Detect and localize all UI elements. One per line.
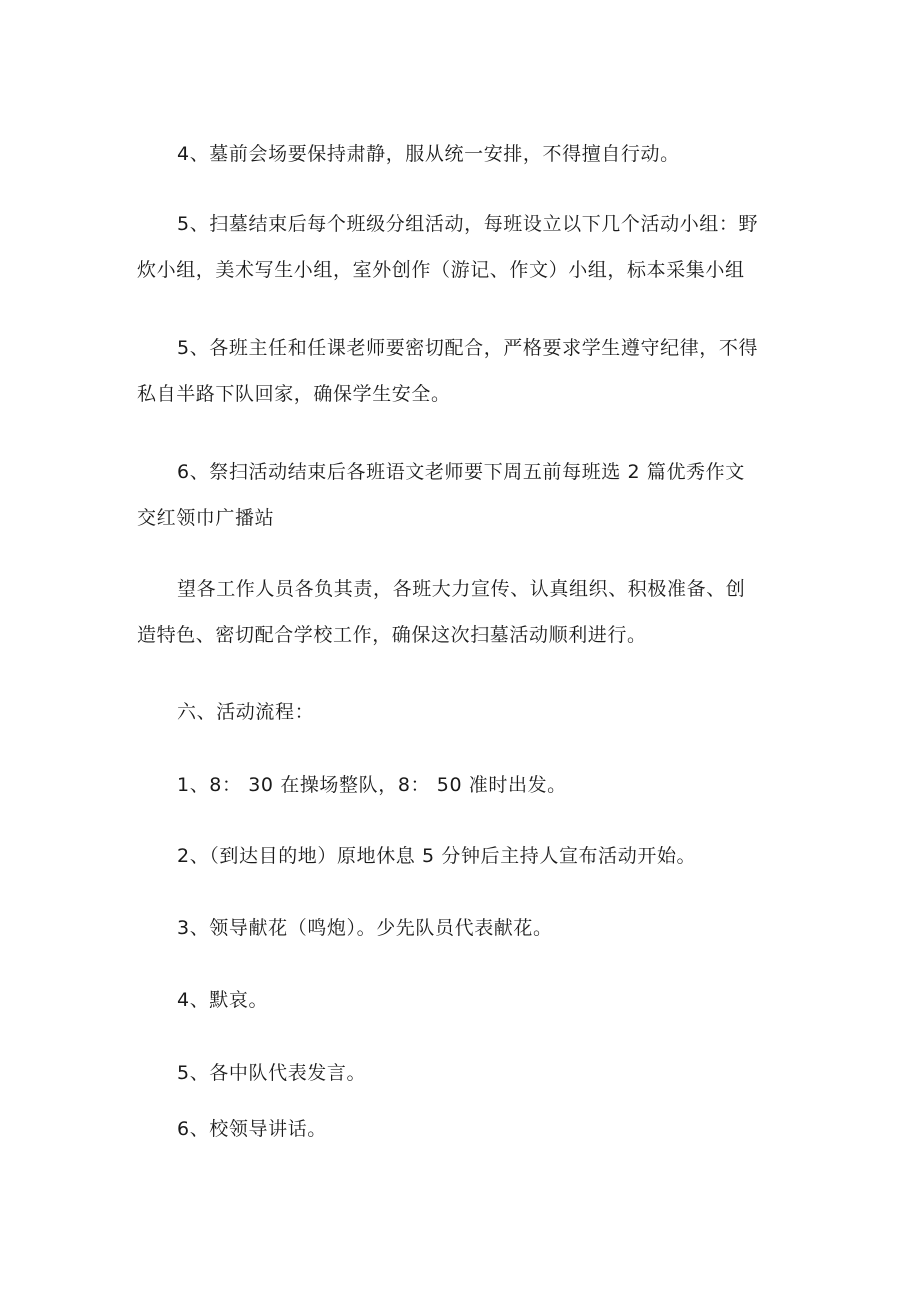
text-line: 望各工作人员各负其责，各班大力宣传、认真组织、积极准备、创 xyxy=(177,578,746,600)
text-line: 4、墓前会场要保持肃静，服从统一安排，不得擅自行动。 xyxy=(177,143,680,165)
text-line: 六、活动流程： xyxy=(177,701,315,723)
text-line: 5、扫墓结束后每个班级分组活动，每班设立以下几个活动小组：野 xyxy=(177,213,759,235)
text-line: 6、校领导讲话。 xyxy=(177,1118,327,1140)
paragraph-item-4-venue xyxy=(137,131,773,177)
flow-step-6 xyxy=(137,1106,773,1152)
text-line: 5、各中队代表发言。 xyxy=(177,1062,367,1084)
flow-step-2 xyxy=(137,833,773,879)
text-line: 造特色、密切配合学校工作，确保这次扫墓活动顺利进行。 xyxy=(137,624,647,646)
text-line: 5、各班主任和任课老师要密切配合，严格要求学生遵守纪律，不得 xyxy=(177,337,759,359)
text-line: 4、默哀。 xyxy=(177,989,269,1011)
flow-step-4 xyxy=(137,977,773,1023)
text-line: 3、领导献花（鸣炮）。少先队员代表献花。 xyxy=(177,917,553,939)
flow-step-1 xyxy=(137,762,773,808)
text-line: 1、8： 30 在操场整队，8： 50 准时出发。 xyxy=(177,774,567,796)
paragraph-item-6-essays xyxy=(137,449,773,541)
paragraph-item-5-teachers xyxy=(137,325,773,417)
text-line: 私自半路下队回家，确保学生安全。 xyxy=(137,383,451,405)
text-line: 交红领巾广播站 xyxy=(137,507,275,529)
paragraph-item-5-groups xyxy=(137,201,773,293)
section-heading-activity-flow xyxy=(137,689,773,735)
paragraph-closing-note xyxy=(137,566,773,658)
text-line: 2、（到达目的地）原地休息 5 分钟后主持人宣布活动开始。 xyxy=(177,845,697,867)
text-line: 炊小组，美术写生小组，室外创作（游记、作文）小组，标本采集小组 xyxy=(137,259,745,281)
flow-step-3 xyxy=(137,905,773,951)
flow-step-5 xyxy=(137,1050,773,1096)
text-line: 6、祭扫活动结束后各班语文老师要下周五前每班选 2 篇优秀作文 xyxy=(177,461,745,483)
